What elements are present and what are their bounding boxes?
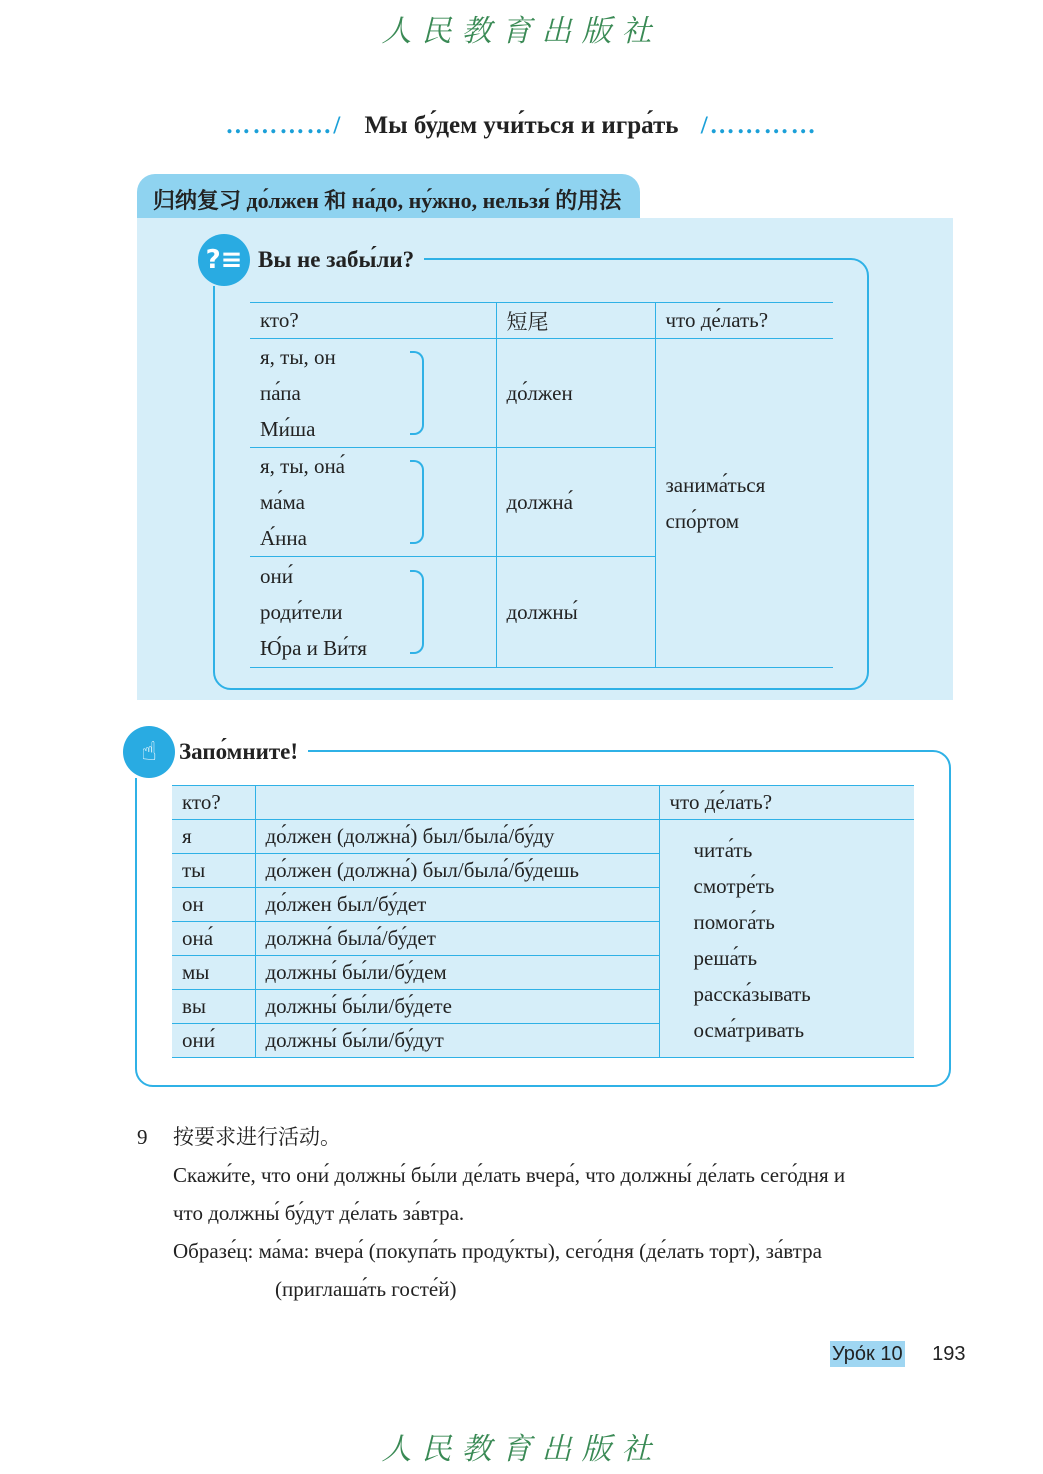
- brace-icon: [410, 351, 424, 435]
- divider: [328, 750, 928, 752]
- sample-label: Образе́ц:: [173, 1239, 254, 1263]
- action-cell: занима́ться спо́ртом: [655, 339, 833, 668]
- subject: А́нна: [260, 526, 307, 550]
- lesson-title-bar: [0, 112, 1043, 140]
- brace-icon: [410, 460, 424, 544]
- exercise-9: [137, 1118, 957, 1308]
- publisher-logo-top: 人民教育出版社: [381, 14, 662, 49]
- table-row: она́ должна́ была́/бу́дет: [172, 922, 914, 956]
- table-row: [250, 339, 833, 448]
- remember-header: [123, 726, 308, 778]
- table-row: вы должны́ бы́ли/бу́дете: [172, 990, 914, 1024]
- table-row: ты до́лжен (должна́) был/была́/бу́дешь: [172, 854, 914, 888]
- header-cell: 短尾: [496, 303, 655, 339]
- lesson-label: Уро́к 10: [832, 1343, 903, 1365]
- brace-icon: [410, 570, 424, 654]
- remember-table: [172, 785, 914, 1058]
- subject: я, ты, она́: [260, 454, 346, 478]
- pointing-hand-icon: ☝: [123, 726, 175, 778]
- header-cell: кто?: [172, 786, 255, 820]
- task-text: что должны́ бу́дут де́лать за́втра.: [173, 1201, 465, 1225]
- page-number: 193: [932, 1343, 966, 1365]
- subject: они́: [260, 564, 293, 588]
- sample-text: (приглаша́ть госте́й): [275, 1277, 457, 1301]
- table-header-row: [250, 303, 833, 339]
- verbs-cell: чита́ть смотре́ть помога́ть реша́ть расска́зывать осма́тривать: [659, 820, 914, 1058]
- title-dots-right: /…………: [700, 112, 818, 139]
- table-header-row: [172, 786, 914, 820]
- divider: [445, 258, 845, 260]
- remember-heading: Запо́мните!: [179, 739, 298, 764]
- header-cell: кто?: [250, 303, 496, 339]
- lesson-title: Мы бу́дем учи́ться и игра́ть: [364, 112, 679, 139]
- header-cell: [255, 786, 659, 820]
- title-dots-left: …………/: [225, 112, 343, 139]
- review-heading: Вы не забы́ли?: [258, 247, 415, 272]
- subject: Ми́ша: [260, 417, 316, 441]
- sample-text: ма́ма: вчера́ (покупа́ть проду́кты), сего́дня (де́лать торт), за́втра: [258, 1239, 822, 1263]
- table-row: я до́лжен (должна́) был/была́/бу́ду чита́ть смотре́ть помога́ть реша́ть расска́зывать осма́тривать: [172, 820, 914, 854]
- table-row: мы должны́ бы́ли/бу́дем: [172, 956, 914, 990]
- subject: Ю́ра и Ви́тя: [260, 636, 367, 660]
- review-table: [250, 302, 833, 668]
- header-cell: что де́лать?: [655, 303, 833, 339]
- form-cell: должны́: [496, 557, 655, 668]
- form-cell: должна́: [496, 448, 655, 557]
- exercise-number: 9: [137, 1125, 148, 1149]
- subject: ма́ма: [260, 490, 305, 514]
- question-document-icon: ?≡: [198, 234, 250, 286]
- page-footer: [830, 1343, 966, 1366]
- subject: роди́тели: [260, 600, 343, 624]
- header-cell: что де́лать?: [659, 786, 914, 820]
- publisher-logo-bottom: 人民教育出版社: [381, 1432, 662, 1467]
- task-text: Скажи́те, что они́ должны́ бы́ли де́лать вчера́, что должны́ де́лать сего́дня и: [173, 1163, 846, 1187]
- subject: я, ты, он: [260, 345, 336, 369]
- exercise-instruction: 按要求进行活动。: [173, 1125, 341, 1149]
- table-row: они́ должны́ бы́ли/бу́дут: [172, 1024, 914, 1058]
- table-row: он до́лжен был/бу́дет: [172, 888, 914, 922]
- section-tab: 归纳复习 до́лжен 和 на́до, ну́жно, нельзя́ 的用法: [137, 174, 640, 218]
- review-header: [198, 234, 424, 286]
- subject: па́па: [260, 381, 301, 405]
- form-cell: до́лжен: [496, 339, 655, 448]
